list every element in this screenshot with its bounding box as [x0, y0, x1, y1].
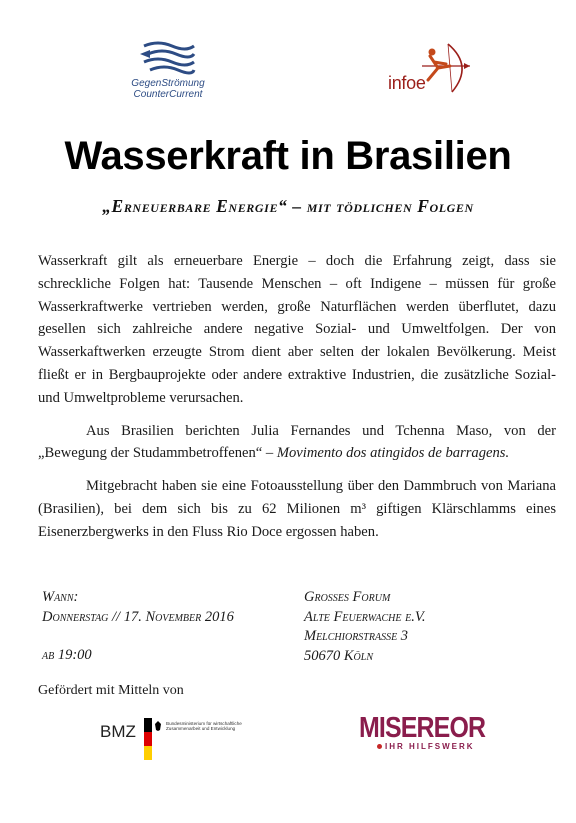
infoe-logo-text: infoe [388, 73, 426, 93]
venue-street: Melchiorstrasse 3 [304, 628, 409, 644]
bmz-ministry-name: Bundesministerium für wirtschaftliche Zusammenarbeit und Entwicklung [166, 721, 242, 732]
speakers-text: Aus Brasilien berichten Julia Fernandes und Tchenna Maso, von der „Bewegung der Studammbetroffenen“ – [38, 422, 556, 462]
page-title: Wasserkraft in Brasilien [64, 134, 512, 178]
event-where [304, 588, 554, 666]
bmz-logo-text: BMZ [100, 722, 136, 741]
venue-city: 50670 Köln [304, 647, 373, 664]
when-label: Wann: [42, 589, 79, 605]
paragraph-intro: Wasserkraft gilt als erneuerbare Energie – doch die Erfahrung zeigt, dass sie schreckliche Folgen hat: Tausende Menschen – oft Indigene – müssen für große Wasserkraftwerke vertrieben werden, große Naturflächen werden überflutet, dazu gesellen sich zahlreiche andere negative Sozial- und Umweltfolgen. Der von Wasserkaftwerken erzeugte Strom dient aber selten der lokalen Bevölkerung. Meist fließt er in Bergbauprojekte oder andere extraktive Industrien, die zusätzliche Sozial- und Umweltprobleme verursachen. [38, 253, 556, 406]
event-time: ab 19:00 [42, 647, 92, 663]
misereor-dot-icon [377, 744, 382, 749]
funding-note: Gefördert mit Mitteln von [38, 683, 184, 698]
body-text [38, 250, 556, 554]
paragraph-exhibition: Mitgebracht haben sie eine Fotoausstellung über den Dammbruch von Mariana (Brasilien), bei dem sich bis zu 62 Milionen m³ giftigen Klärschlamms eines Eisenerzbergwerks in den Fluss Rio Doce ergossen haben. [38, 478, 556, 540]
federal-eagle-icon [154, 720, 162, 732]
misereor-logo [359, 712, 509, 756]
paragraph-speakers [38, 420, 556, 466]
page-subtitle: „Erneuerbare Energie“ – mit tödlichen Folgen [102, 196, 474, 216]
gegenstroemung-name: GegenStrömung [131, 78, 205, 89]
german-flag-icon [144, 718, 152, 760]
gegenstroemung-logo [118, 40, 218, 110]
venue-name: Grosses Forum [304, 589, 391, 605]
infoe-logo [384, 40, 476, 100]
event-when [42, 588, 292, 666]
venue-organisation: Alte Feuerwache e.V. [304, 608, 426, 625]
misereor-logo-text: MISEREOR [359, 712, 486, 744]
countercurrent-name: CounterCurrent [133, 89, 203, 100]
misereor-tagline: IHR HILFSWERK [385, 742, 475, 751]
movement-name: Movimento dos atingidos de barragens. [276, 445, 510, 462]
water-waves-icon [136, 40, 196, 76]
gegenstroemung-logo-text [118, 78, 218, 100]
event-date: Donnerstag // 17. November 2016 [42, 608, 234, 625]
bmz-logo [100, 718, 240, 762]
